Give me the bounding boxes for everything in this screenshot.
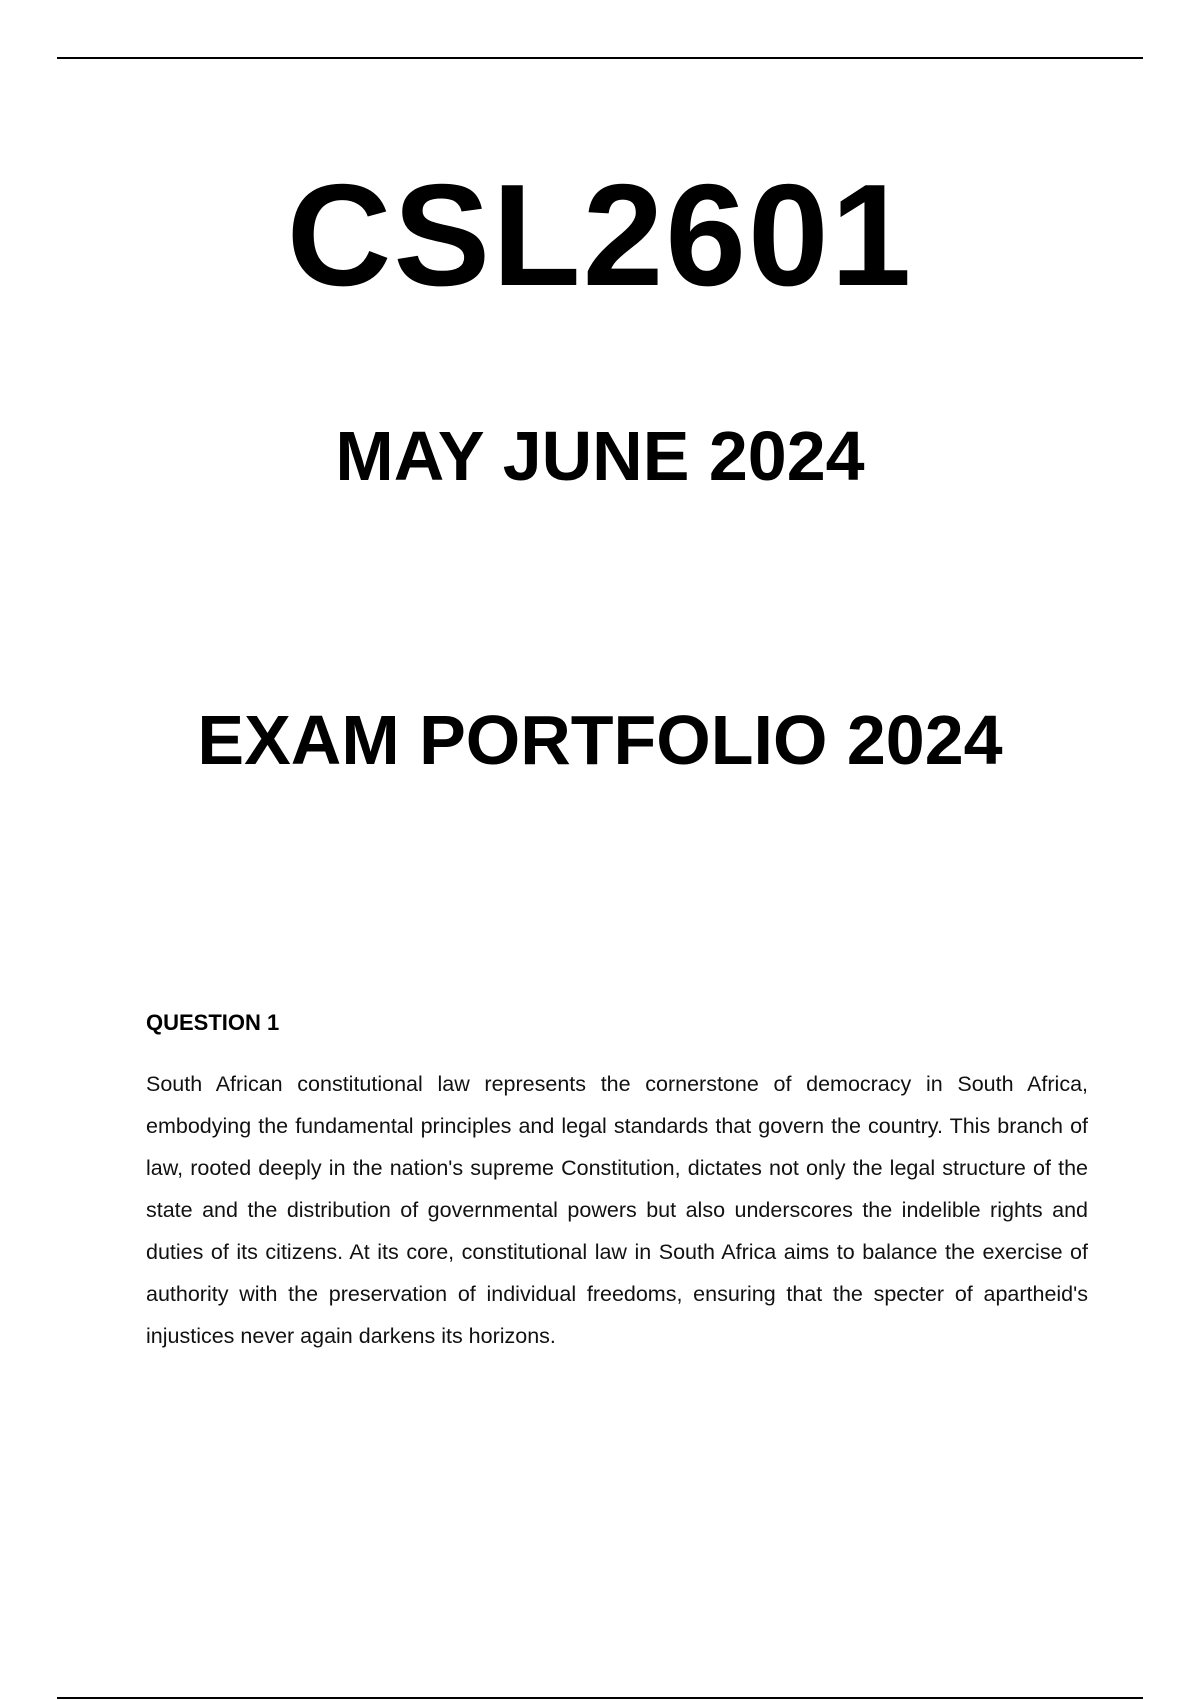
question-heading: QUESTION 1 [146, 1010, 280, 1035]
top-horizontal-rule [57, 57, 1143, 59]
course-code-title: CSL2601 [286, 154, 914, 316]
bottom-horizontal-rule [57, 1697, 1143, 1699]
portfolio-title: EXAM PORTFOLIO 2024 [197, 701, 1003, 779]
exam-session-heading: MAY JUNE 2024 [335, 417, 865, 495]
question-body-paragraph: South African constitutional law represents the cornerstone of democracy in South Africa, embodying the fundamental principles and legal standards that govern the country. This branch of law, rooted deeply in the nation's supreme Constitution, dictates not only the legal structure of the state and the distribution of governmental powers but also underscores the indelible rights and duties of its citizens. At its core, constitutional law in South Africa aims to balance the exercise of authority with the preservation of individual freedoms, ensuring that the specter of apartheid's injustices never again darkens its horizons. [146, 1072, 1088, 1348]
